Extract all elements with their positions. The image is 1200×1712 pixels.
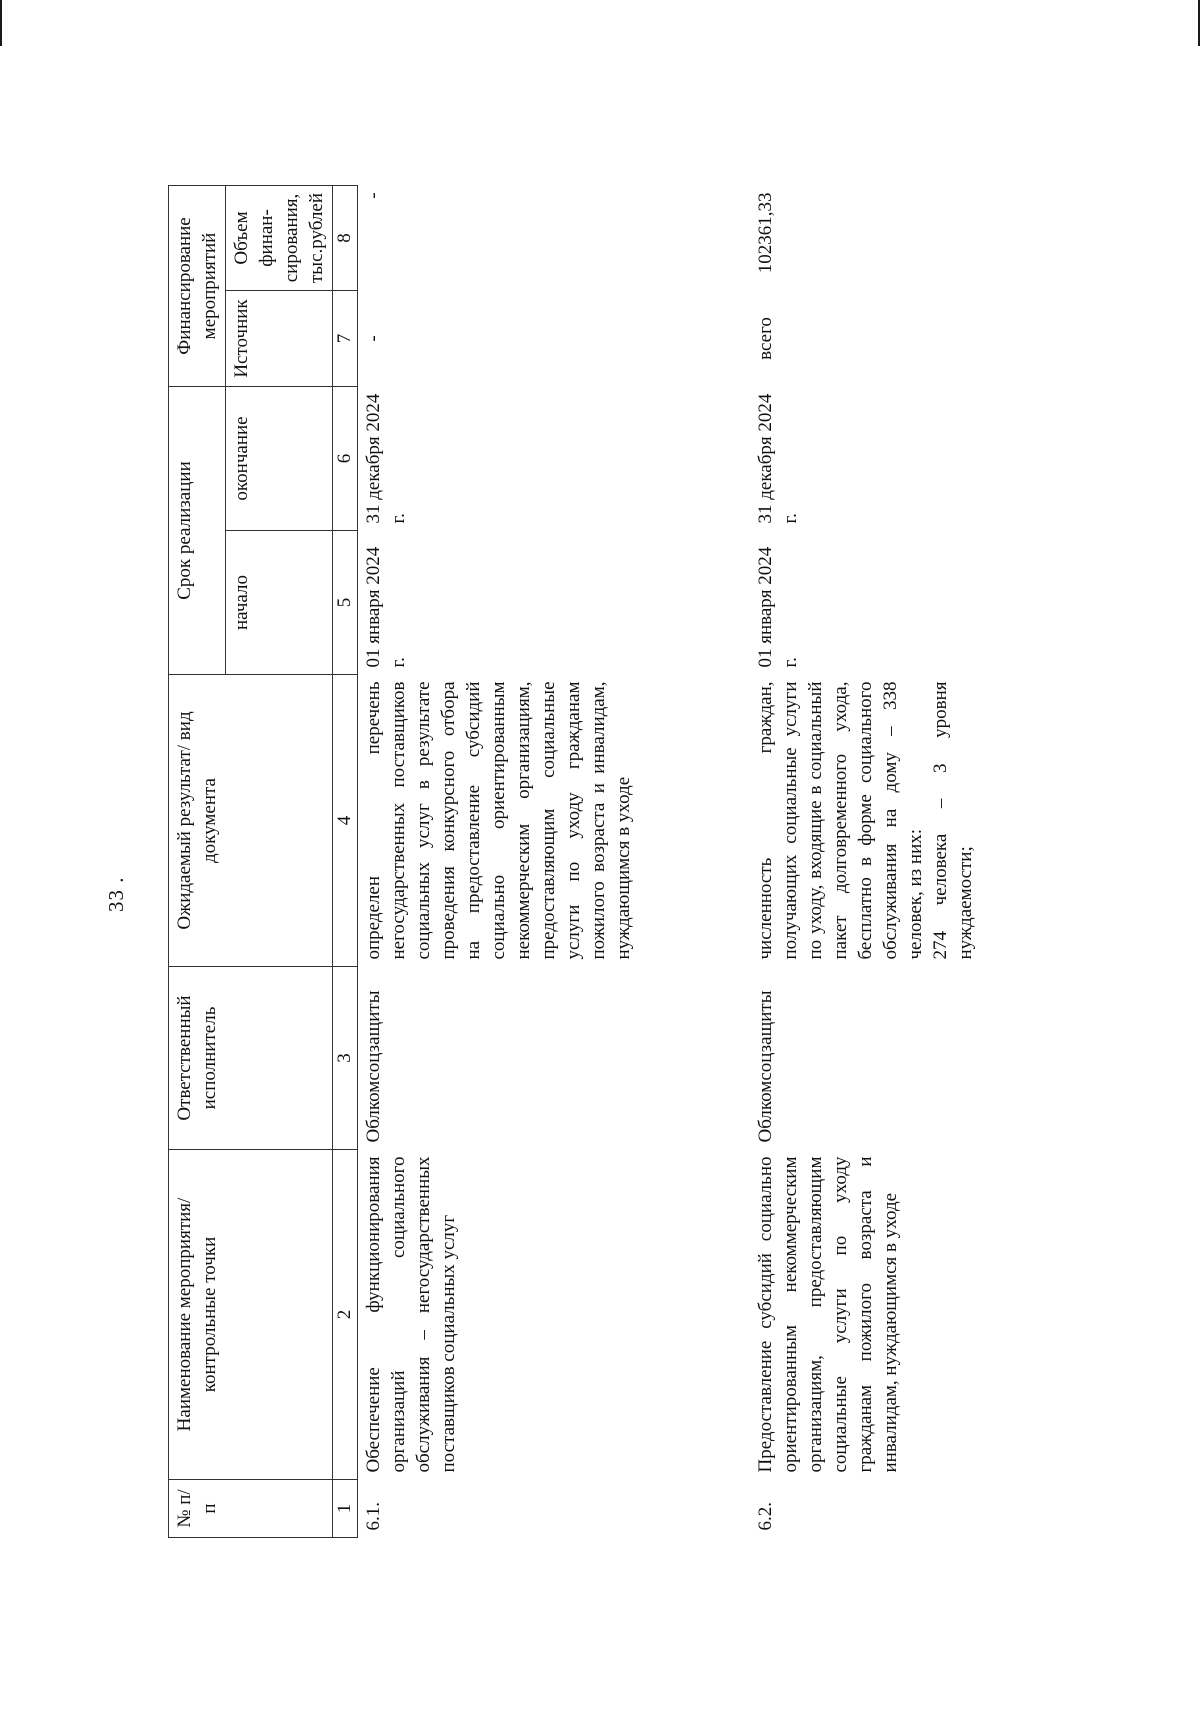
- row-start: 01 января 2024 г.: [363, 546, 409, 668]
- row-executor: Облкомсоцзащиты: [363, 990, 384, 1143]
- header-start: начало: [226, 531, 333, 675]
- row-num: 6.1.: [363, 1502, 384, 1531]
- header-executor: Ответственный исполнитель: [169, 967, 333, 1150]
- page-number: 33 .: [104, 876, 128, 912]
- header-source: Источник: [226, 291, 333, 387]
- row-amount: 102361,33: [755, 192, 776, 274]
- header-name: Наименование мероприятия/ контрольные точки: [169, 1150, 333, 1480]
- row-executor: Облкомсоцзащиты: [755, 990, 776, 1143]
- row-source: -: [363, 335, 384, 342]
- row-result: численность граждан, получающих социальные услуги по уходу, входящие в социальный пакет долговременного ухода, бесплатно в форме социального обслуживания на дому – 338 человек, из них: 274 человека – 3 уровня нуждаемости;: [755, 681, 976, 960]
- column-number: 1: [333, 1480, 358, 1538]
- header-end: окончание: [226, 387, 333, 531]
- column-number: 4: [333, 675, 358, 967]
- row-start: 01 января 2024 г.: [755, 546, 801, 668]
- header-result: Ожидаемый результат/ вид документа: [169, 675, 333, 967]
- row-spacer: [639, 185, 750, 1537]
- header-finance-group: Финансирование мероприятий: [169, 185, 226, 386]
- row-source: всего: [755, 317, 776, 360]
- column-number: 7: [333, 291, 358, 387]
- row-name: Обеспечение функционирования организаций социального обслуживания – негосударственных поставщиков социальных услуг: [363, 1156, 459, 1473]
- row-name: Предоставление субсидий социально ориентированным некоммерческим организациям, предоставляющим социальные услуги по уходу гражданам пожилого возраста и инвалидам, нуждающимся в уходе: [755, 1156, 901, 1473]
- row-amount: -: [363, 192, 384, 199]
- measures-table: [168, 185, 981, 1538]
- row-result: определен перечень негосударственных поставщиков социальных услуг в результате проведения конкурсного отбора на предоставление субсидий социально ориентированным некоммерческим организациям, предоставляющим социальные услуги по уходу гражданам пожилого возраста и инвалидам, нуждающимся в уходе: [363, 681, 634, 960]
- table-row: [358, 185, 640, 1537]
- row-end: 31 декабря 2024 г.: [363, 393, 409, 524]
- row-end: 31 декабря 2024 г.: [755, 393, 801, 524]
- header-num: № п/п: [169, 1480, 333, 1538]
- row-num: 6.2.: [755, 1502, 776, 1531]
- column-number: 6: [333, 387, 358, 531]
- header-amount: Объем финан-сирования, тыс.рублей: [226, 185, 333, 290]
- table-row: [750, 185, 981, 1537]
- column-number: 3: [333, 967, 358, 1150]
- column-number: 5: [333, 531, 358, 675]
- header-term-group: Срок реализации: [169, 387, 226, 675]
- column-number: 8: [333, 185, 358, 290]
- column-number: 2: [333, 1150, 358, 1480]
